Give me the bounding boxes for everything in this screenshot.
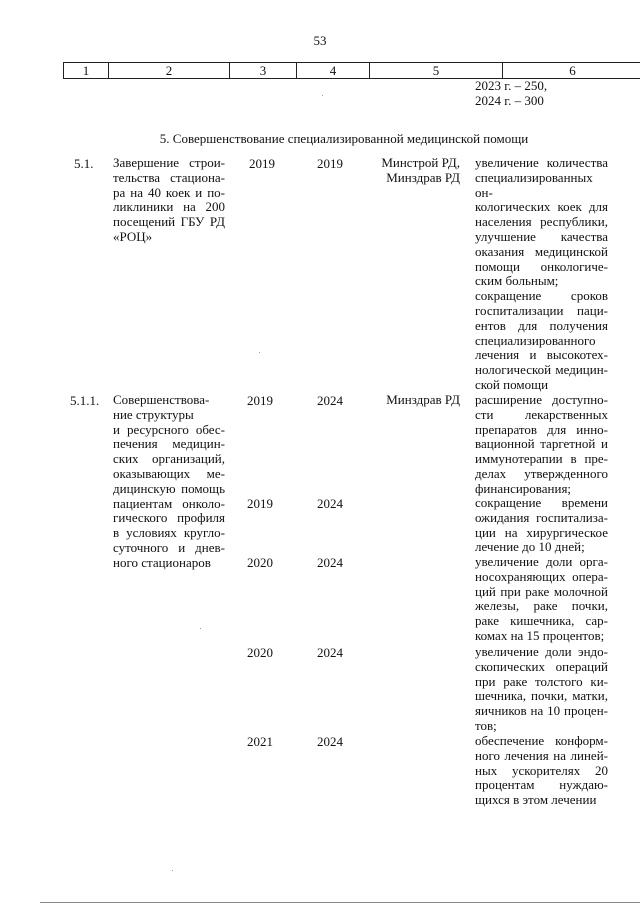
- text-line: увеличение доли орга-: [475, 554, 608, 569]
- text-line: носохраняющих опера-: [475, 568, 608, 584]
- text-line: вационной таргетной и: [475, 436, 608, 452]
- text-line: сокращение сроков: [475, 288, 608, 304]
- text-line: иммунотерапии в пре-: [475, 451, 608, 467]
- text-line: помощи онкологиче-: [475, 258, 608, 274]
- text-line: ра на 40 коек и по-: [113, 184, 225, 200]
- start-year: 2020: [247, 555, 273, 570]
- text-line: ние структуры: [113, 406, 194, 422]
- text-line: лечение до 10 дней;: [475, 539, 585, 555]
- header-col-5: 5: [370, 63, 503, 78]
- scan-speck: [200, 628, 201, 629]
- start-year: 2019: [247, 393, 273, 408]
- text-line: ентов для получения: [475, 317, 608, 333]
- continuation-line: 2023 г. – 250,: [475, 78, 548, 93]
- text-line: процентам нуждаю-: [475, 777, 608, 793]
- end-year: 2024: [317, 496, 343, 511]
- text-line: специализированных он-: [475, 169, 593, 200]
- text-line: ской помощи: [475, 376, 549, 392]
- start-year: 2019: [247, 496, 273, 511]
- measure-name: [113, 156, 225, 245]
- text-line: комах на 15 процентов;: [475, 627, 605, 643]
- text-line: железы, раке почки,: [475, 598, 608, 614]
- text-line: Завершение строи-: [113, 155, 225, 170]
- text-line: яичников на 10 процен-: [475, 703, 608, 719]
- header-col-1: 1: [64, 63, 109, 78]
- expected-result: [475, 734, 608, 808]
- text-line: лечения и высокотех-: [475, 347, 608, 363]
- text-line: делах утвержденного: [475, 465, 608, 481]
- text-line: сти лекарственных: [475, 406, 608, 422]
- text-line: ного лечения на линей-: [475, 747, 608, 763]
- text-line: при раке толстого ки-: [475, 673, 608, 689]
- expected-result: [475, 496, 608, 555]
- text-line: Совершенствова-: [113, 392, 210, 407]
- scan-speck: [172, 870, 173, 871]
- text-line: госпитализации паци-: [475, 302, 608, 318]
- text-line: раке кишечника, сар-: [475, 613, 608, 629]
- text-line: Минстрой РД,: [381, 155, 460, 170]
- text-line: препаратов для инно-: [475, 421, 608, 437]
- text-line: посещений ГБУ РД: [113, 214, 225, 230]
- text-line: скопических операций: [475, 658, 608, 674]
- text-line: обеспечение конформ-: [475, 733, 608, 748]
- text-line: сокращение времени: [475, 495, 608, 510]
- text-line: «РОЦ»: [113, 228, 153, 244]
- end-year: 2019: [317, 156, 343, 171]
- text-line: улучшение качества: [475, 228, 608, 244]
- expected-result: [475, 555, 608, 644]
- header-col-6: 6: [569, 63, 576, 78]
- end-year: 2024: [317, 734, 343, 749]
- executor: [376, 156, 460, 186]
- text-line: суточного и днев-: [113, 539, 225, 555]
- executor: [376, 393, 460, 408]
- row-number: 5.1.1.: [70, 393, 100, 408]
- text-line: в условиях кругло-: [113, 525, 225, 541]
- text-line: увеличение количества: [475, 155, 608, 170]
- text-line: ожидания госпитализа-: [475, 509, 608, 525]
- text-line: расширение доступно-: [475, 392, 608, 407]
- text-line: дицинскую помощь: [113, 480, 225, 496]
- end-year: 2024: [317, 555, 343, 570]
- end-year: 2024: [317, 393, 343, 408]
- text-line: нологической медицин-: [475, 362, 608, 378]
- text-line: ного стационаров: [113, 554, 211, 570]
- text-line: шечника, почки, матки,: [475, 688, 608, 704]
- table-header: [63, 62, 640, 79]
- text-line: тельства стациона-: [113, 169, 225, 185]
- scan-speck: [259, 352, 260, 353]
- header-col-2: 2: [109, 63, 230, 78]
- continuation-line: 2024 г. – 300: [475, 92, 544, 108]
- scan-speck: [322, 95, 323, 96]
- text-line: ных ускорителях 20: [475, 762, 608, 778]
- text-line: населения республики,: [475, 214, 608, 230]
- text-line: увеличение доли эндо-: [475, 644, 608, 659]
- text-line: финансирования;: [475, 480, 572, 496]
- text-line: тов;: [475, 717, 497, 733]
- expected-result: [475, 645, 608, 734]
- end-year: 2024: [317, 645, 343, 660]
- page-bottom-edge: [40, 902, 640, 903]
- text-line: оказания медицинской: [475, 243, 608, 259]
- page-number: 53: [313, 33, 327, 48]
- start-year: 2019: [249, 156, 275, 171]
- text-line: ликлиники на 200: [113, 199, 225, 215]
- text-line: ским больным;: [475, 273, 559, 289]
- text-line: Минздрав РД: [386, 169, 460, 185]
- text-line: щихся в этом лечении: [475, 792, 597, 808]
- text-line: Минздрав РД: [386, 392, 460, 407]
- expected-result: [475, 393, 608, 497]
- header-col-3: 3: [230, 63, 297, 78]
- text-line: гического профиля: [113, 510, 225, 526]
- text-line: пациентам онколо-: [113, 495, 225, 511]
- measure-name: [113, 393, 225, 571]
- start-year: 2020: [247, 645, 273, 660]
- text-line: кологических коек для: [475, 199, 608, 215]
- start-year: 2021: [247, 734, 273, 749]
- text-line: оказывающих ме-: [113, 465, 225, 481]
- row-number: 5.1.: [74, 156, 94, 171]
- section-title: 5. Совершенствование специализированной медицинской помощи: [159, 131, 529, 146]
- continuation-text: [475, 79, 615, 109]
- text-line: печения медицин-: [113, 436, 225, 452]
- expected-result: [475, 156, 608, 393]
- text-line: и ресурсного обес-: [113, 421, 225, 437]
- text-line: специализированного: [475, 332, 596, 348]
- header-col-4: 4: [297, 63, 370, 78]
- text-line: ций при раке молочной: [475, 583, 608, 599]
- text-line: ции на хирургическое: [475, 524, 608, 540]
- text-line: ских организаций,: [113, 451, 225, 467]
